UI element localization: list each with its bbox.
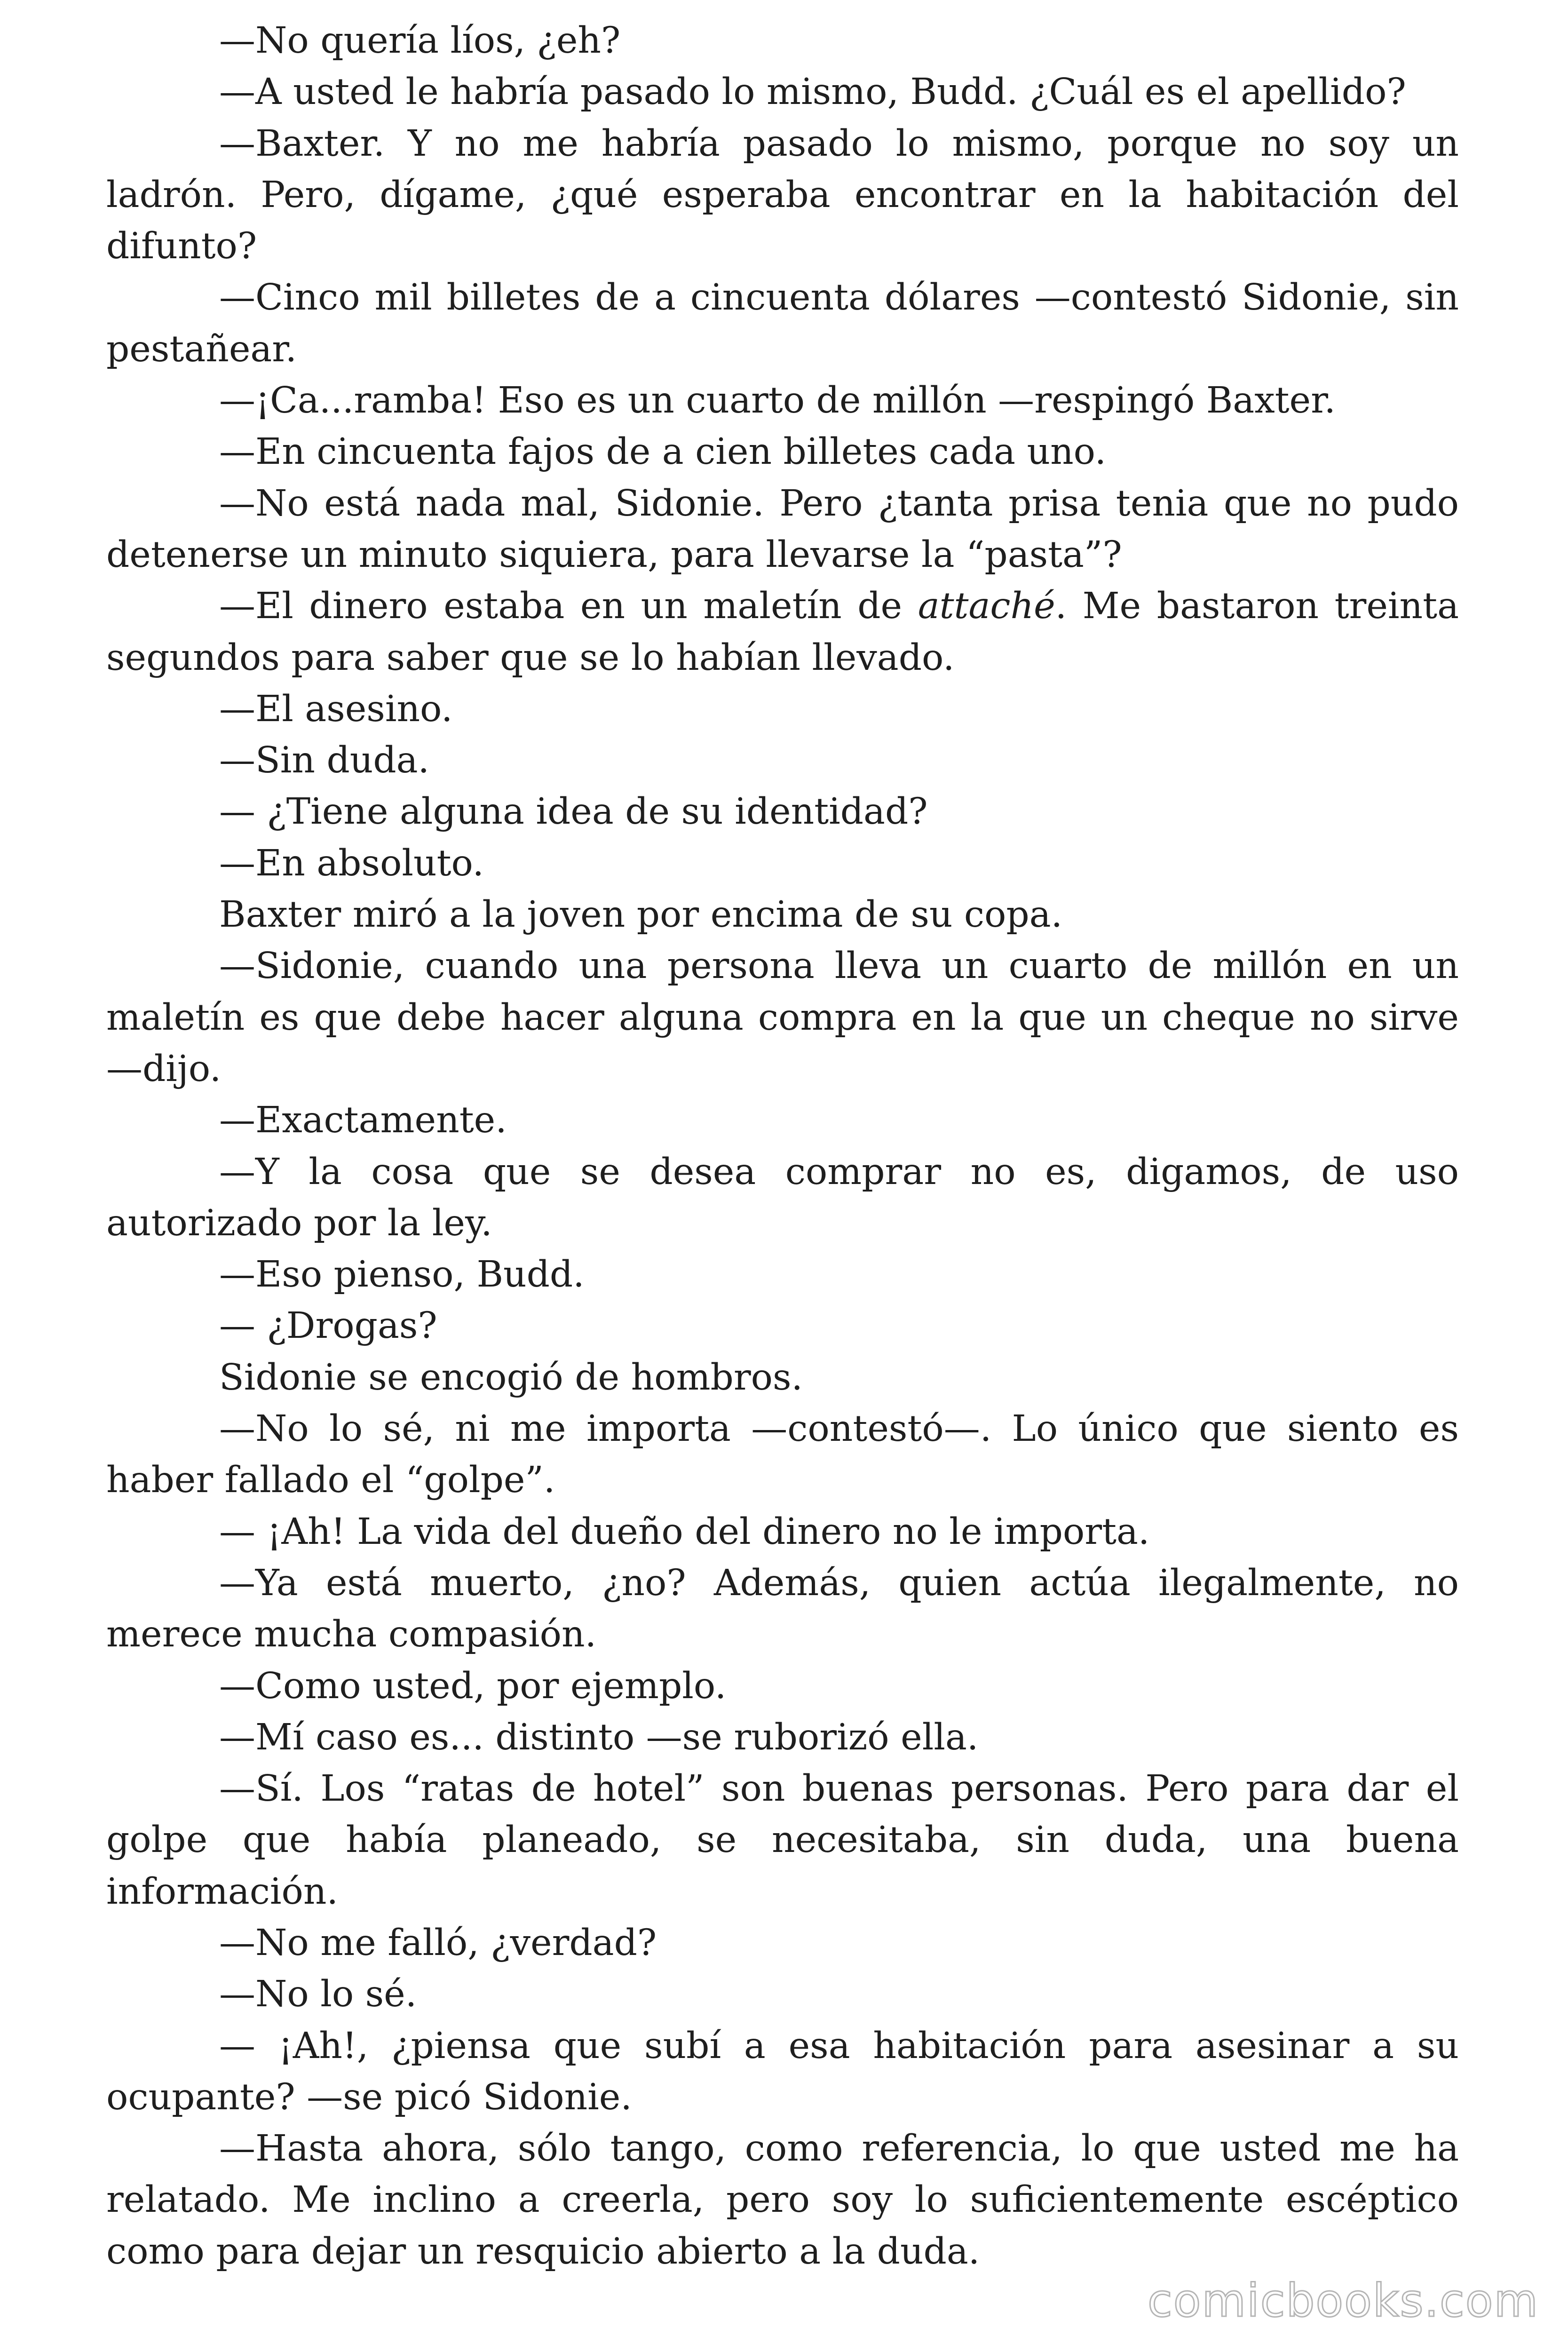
- paragraph: [106, 1712, 1459, 1763]
- paragraph: [106, 426, 1459, 477]
- paragraph: [106, 735, 1459, 786]
- text-run: —¡Ca...ramba! Eso es un cuarto de millón —respingó Baxter.: [219, 380, 1336, 422]
- paragraph: [106, 1917, 1459, 1969]
- paragraph: [106, 1661, 1459, 1712]
- paragraph: [106, 940, 1459, 1095]
- text-run: —Sí. Los “ratas de hotel” son buenas personas. Pero para dar el golpe que había planeado, se necesitaba, sin duda, una buena información.: [106, 1768, 1459, 1913]
- text-run: —El asesino.: [219, 688, 453, 730]
- paragraph: [106, 786, 1459, 837]
- paragraph: [106, 1763, 1459, 1917]
- text-run: Sidonie se encogió de hombros.: [219, 1356, 803, 1398]
- text-run: —Cinco mil billetes de a cincuenta dólares —contestó Sidonie, sin pestañear.: [106, 277, 1459, 370]
- paragraph: [106, 2123, 1459, 2277]
- text-run: —No lo sé.: [219, 1973, 417, 2016]
- text-run: —Baxter. Y no me habría pasado lo mismo, porque no soy un ladrón. Pero, dígame, ¿qué esperaba encontrar en la habitación del difunto?: [106, 122, 1459, 268]
- text-run: —Sidonie, cuando una persona lleva un cuarto de millón en un maletín es que debe hacer alguna compra en la que un cheque no sirve —dijo.: [106, 945, 1459, 1090]
- text-run: — ¿Tiene alguna idea de su identidad?: [219, 791, 928, 833]
- page-text: [106, 15, 1459, 2277]
- paragraph: [106, 683, 1459, 735]
- paragraph: [106, 838, 1459, 889]
- paragraph: [106, 272, 1459, 375]
- paragraph: [106, 66, 1459, 118]
- text-run: — ¡Ah!, ¿piensa que subí a esa habitación para asesinar a su ocupante? —se picó Sidonie.: [106, 2025, 1459, 2118]
- text-run: . Me bastaron treinta segundos para saber que se lo habían llevado.: [106, 585, 1459, 679]
- text-run: —Hasta ahora, sólo tango, como referencia, lo que usted me ha relatado. Me inclino a creerla, pero soy lo suficientemente escéptico como para dejar un resquicio abierto a la duda.: [106, 2128, 1459, 2273]
- text-run: —En absoluto.: [219, 842, 484, 884]
- text-run: —Y la cosa que se desea comprar no es, digamos, de uso autorizado por la ley.: [106, 1151, 1459, 1244]
- paragraph: [106, 478, 1459, 581]
- text-run: —No me falló, ¿verdad?: [219, 1922, 657, 1964]
- text-run: —A usted le habría pasado lo mismo, Budd. ¿Cuál es el apellido?: [219, 71, 1406, 113]
- paragraph: [106, 1506, 1459, 1557]
- paragraph: [106, 889, 1459, 940]
- text-run: —No está nada mal, Sidonie. Pero ¿tanta prisa tenia que no pudo detenerse un minuto siquiera, para llevarse la “pasta”?: [106, 482, 1459, 576]
- text-run: Baxter miró a la joven por encima de su copa.: [219, 894, 1063, 936]
- watermark: comicbooks.com: [1148, 2274, 1539, 2327]
- text-run: —Eso pienso, Budd.: [219, 1254, 585, 1296]
- text-run: — ¡Ah! La vida del dueño del dinero no le importa.: [219, 1510, 1150, 1553]
- text-run: —Exactamente.: [219, 1099, 507, 1142]
- text-run: —No quería líos, ¿eh?: [219, 20, 621, 62]
- paragraph: [106, 118, 1459, 272]
- paragraph: [106, 1300, 1459, 1351]
- text-run: —Como usted, por ejemplo.: [219, 1665, 727, 1707]
- italic-term: attaché: [918, 585, 1055, 628]
- paragraph: [106, 2020, 1459, 2123]
- paragraph: [106, 580, 1459, 683]
- paragraph: [106, 1969, 1459, 2020]
- paragraph: [106, 375, 1459, 426]
- text-run: —No lo sé, ni me importa —contestó—. Lo único que siento es haber fallado el “golpe”.: [106, 1408, 1459, 1502]
- paragraph: [106, 1557, 1459, 1661]
- paragraph: [106, 1249, 1459, 1300]
- text-run: —El dinero estaba en un maletín de: [219, 585, 918, 628]
- paragraph: [106, 1403, 1459, 1506]
- paragraph: [106, 1095, 1459, 1146]
- paragraph: [106, 1352, 1459, 1403]
- text-run: —Mí caso es... distinto —se ruborizó ella.: [219, 1716, 979, 1758]
- text-run: —Sin duda.: [219, 739, 429, 782]
- text-run: —Ya está muerto, ¿no? Además, quien actúa ilegalmente, no merece mucha compasión.: [106, 1562, 1459, 1656]
- text-run: — ¿Drogas?: [219, 1305, 437, 1347]
- paragraph: [106, 1146, 1459, 1249]
- text-run: —En cincuenta fajos de a cien billetes cada uno.: [219, 431, 1107, 473]
- paragraph: [106, 15, 1459, 66]
